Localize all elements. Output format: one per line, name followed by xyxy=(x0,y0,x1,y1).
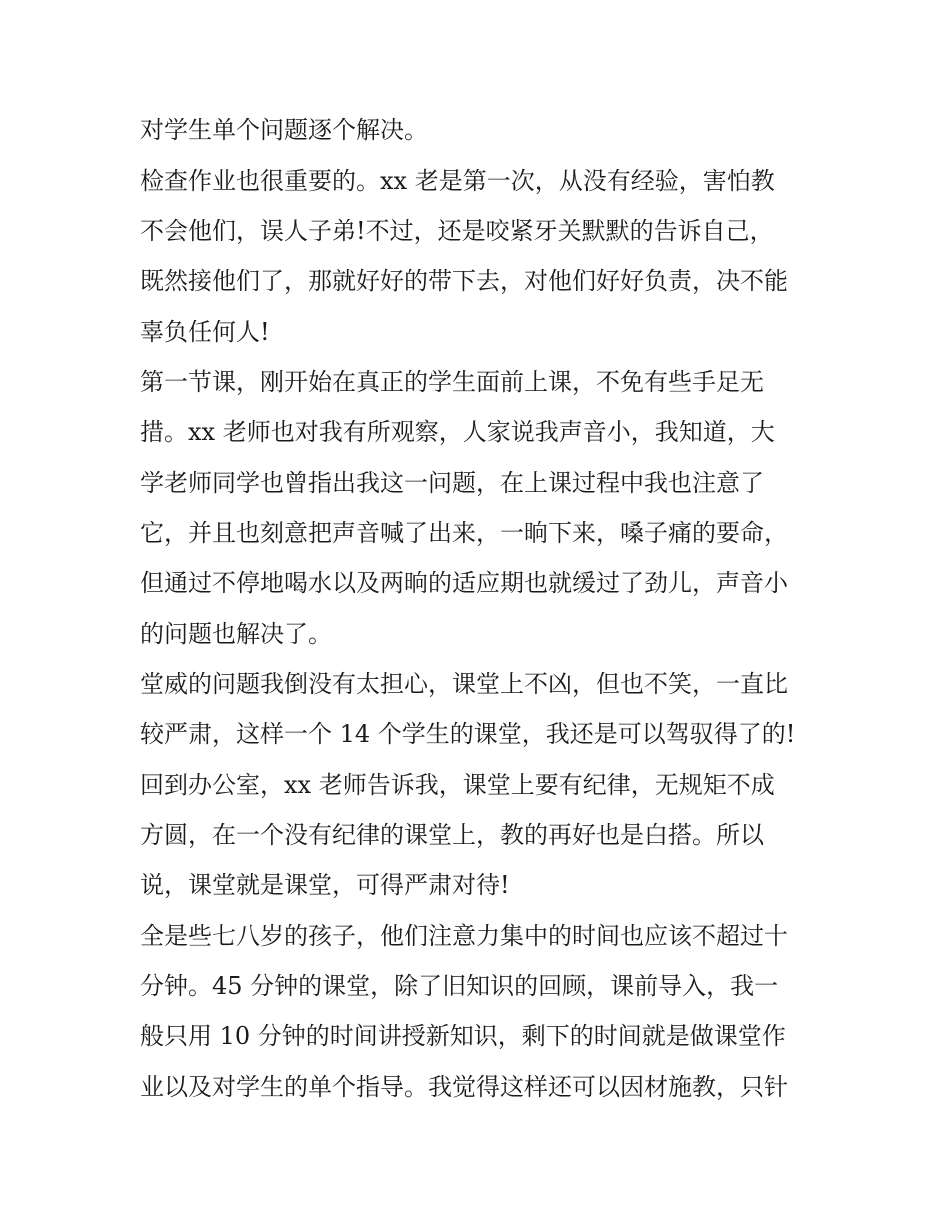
text-line: 较严肃，这样一个 14 个学生的课堂，我还是可以驾驭得了的! xyxy=(140,720,796,748)
text-line: 全是些七八岁的孩子，他们注意力集中的时间也应该不超过十 xyxy=(140,922,788,950)
text-line: 不会他们，误人子弟!不过，还是咬紧牙关默默的告诉自己， xyxy=(140,217,774,245)
text-line: 学老师同学也曾指出我这一问题，在上课过程中我也注意了 xyxy=(140,469,764,497)
text-line: 但通过不停地喝水以及两晌的适应期也就缓过了劲儿，声音小 xyxy=(140,569,788,597)
text-line: 业以及对学生的单个指导。我觉得这样还可以因材施教，只针 xyxy=(140,1073,788,1101)
text-line: 辜负任何人! xyxy=(140,318,270,346)
text-line: 的问题也解决了。 xyxy=(140,620,332,648)
text-line: 般只用 10 分钟的时间讲授新知识，剩下的时间就是做课堂作 xyxy=(140,1022,786,1050)
text-line: 方圆，在一个没有纪律的课堂上，教的再好也是白搭。所以 xyxy=(140,821,764,849)
text-line: 它，并且也刻意把声音喊了出来，一晌下来，嗓子痛的要命， xyxy=(140,519,788,547)
text-line: 分钟。45 分钟的课堂，除了旧知识的回顾，课前导入，我一 xyxy=(140,972,779,1000)
text-line: 回到办公室，xx 老师告诉我，课堂上要有纪律，无规矩不成 xyxy=(140,771,775,799)
text-line: 堂威的问题我倒没有太担心，课堂上不凶，但也不笑，一直比 xyxy=(140,670,788,698)
text-line: 检查作业也很重要的。xx 老是第一次，从没有经验，害怕教 xyxy=(140,167,775,195)
text-line: 既然接他们了，那就好好的带下去，对他们好好负责，决不能 xyxy=(140,267,788,295)
text-line: 第一节课，刚开始在真正的学生面前上课，不免有些手足无 xyxy=(140,368,764,396)
text-line: 说，课堂就是课堂，可得严肃对待! xyxy=(140,871,510,899)
text-line: 对学生单个问题逐个解决。 xyxy=(140,116,428,144)
text-line: 措。xx 老师也对我有所观察，人家说我声音小，我知道，大 xyxy=(140,418,775,446)
